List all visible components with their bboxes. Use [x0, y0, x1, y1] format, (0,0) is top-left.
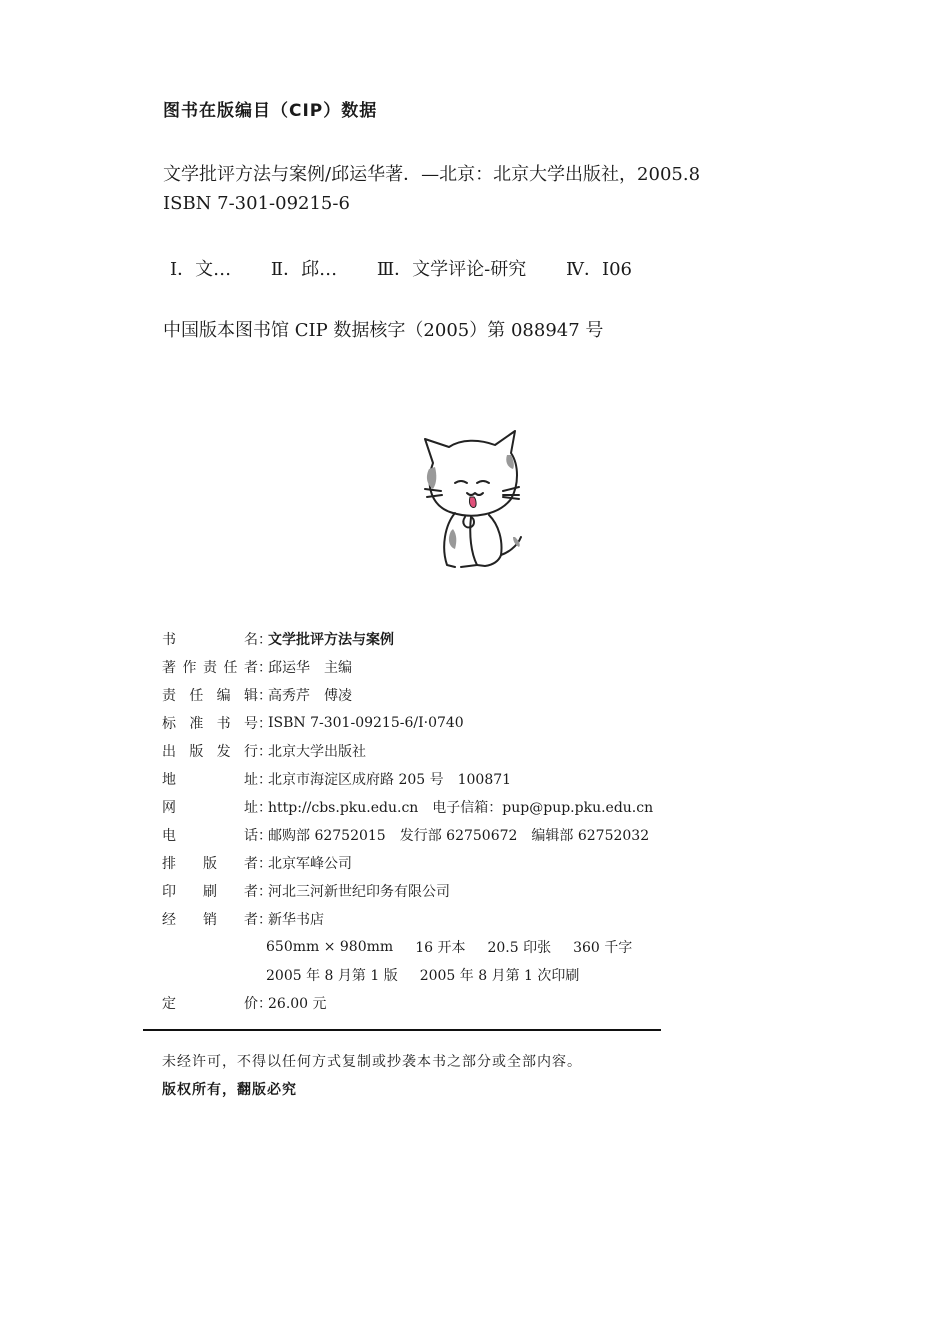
- book-title: 文学批评方法与案例: [268, 632, 394, 648]
- cip-description: 文学批评方法与案例/邱运华著．—北京：北京大学出版社，2005.8: [163, 164, 701, 185]
- isbn-value: ISBN 7-301-09215-6/I·0740: [268, 715, 464, 731]
- info-row-title: 书 名 ： 文学批评方法与案例: [162, 625, 653, 653]
- spec-format: 650mm × 980mm: [266, 939, 394, 955]
- cat-illustration: [415, 425, 530, 573]
- price-value: 26.00 元: [268, 996, 327, 1012]
- info-label: 书 名: [162, 632, 258, 648]
- spec-sheets: 20.5 印张: [487, 940, 552, 956]
- divider-rule: [143, 1029, 661, 1031]
- edition-first: 2005 年 8 月第 1 版: [266, 968, 398, 984]
- info-row-editor: 责 任 编 辑 ： 高秀芹 傅凌: [162, 681, 653, 709]
- address-value: 北京市海淀区成府路 205 号 100871: [268, 772, 512, 788]
- info-label: 责 任 编 辑: [162, 688, 258, 704]
- editor-value: 高秀芹 傅凌: [268, 688, 352, 704]
- info-row-isbn: 标 准 书 号 ： ISBN 7-301-09215-6/I·0740: [162, 715, 464, 732]
- spec-words: 360 千字: [573, 940, 633, 956]
- info-label: 地 址: [162, 772, 258, 788]
- publication-info: [162, 625, 653, 1017]
- info-row-phone: 电 话 ： 邮购部 62752015 发行部 62750672 编辑部 62752032: [162, 821, 653, 849]
- info-row-address: 地 址 ： 北京市海淀区成府路 205 号 100871: [162, 765, 653, 793]
- info-label: 电 话: [162, 828, 258, 844]
- info-row-edition: [162, 961, 653, 989]
- info-row-publisher: 出 版 发 行 ： 北京大学出版社: [162, 737, 653, 765]
- info-row-printer: 印 刷 者 ： 河北三河新世纪印务有限公司: [162, 877, 653, 905]
- info-label: 经 销 者: [162, 912, 258, 928]
- cip-isbn: ISBN 7-301-09215-6: [163, 193, 350, 214]
- info-label: 出 版 发 行: [162, 744, 258, 760]
- info-row-author: 著 作 责 任 者 ： 邱运华 主编: [162, 653, 653, 681]
- info-label: 网 址: [162, 800, 258, 816]
- printer-value: 河北三河新世纪印务有限公司: [268, 884, 450, 900]
- info-label: 定 价: [162, 996, 258, 1012]
- typesetter-value: 北京军峰公司: [268, 856, 352, 872]
- info-label: 印 刷 者: [162, 884, 258, 900]
- cip-index-item: Ⅱ．邱…: [270, 259, 338, 280]
- info-row-website: 网 址 ： http://cbs.pku.edu.cn 电子信箱：pup@pup.pku.edu.cn: [162, 793, 653, 821]
- cip-index-item: Ⅰ．文…: [170, 259, 232, 280]
- cip-index-item: Ⅳ．I06: [566, 259, 633, 280]
- cip-heading: 图书在版编目（CIP）数据: [163, 101, 378, 121]
- cip-data-number: 中国版本图书馆 CIP 数据核字（2005）第 088947 号: [163, 320, 604, 341]
- cip-index-terms: [170, 255, 666, 281]
- website-value: http://cbs.pku.edu.cn 电子信箱：pup@pup.pku.edu.cn: [268, 800, 654, 816]
- distributor-value: 新华书店: [268, 912, 324, 928]
- copyright-notice: 未经许可，不得以任何方式复制或抄袭本书之部分或全部内容。: [162, 1054, 582, 1070]
- info-row-price: 定 价 ： 26.00 元: [162, 989, 653, 1017]
- info-label: 标 准 书 号: [162, 716, 258, 732]
- info-label: 著 作 责 任 者: [162, 660, 258, 676]
- info-row-typesetter: 排 版 者 ： 北京军峰公司: [162, 849, 653, 877]
- publisher-value: 北京大学出版社: [268, 744, 366, 760]
- cip-index-item: Ⅲ．文学评论-研究: [376, 259, 527, 280]
- author-value: 邱运华 主编: [268, 660, 352, 676]
- spec-folio: 16 开本: [415, 940, 466, 956]
- printing-first: 2005 年 8 月第 1 次印刷: [419, 968, 580, 984]
- rights-reserved: 版权所有，翻版必究: [162, 1082, 297, 1098]
- info-row-distributor: 经 销 者 ： 新华书店: [162, 905, 653, 933]
- info-row-specs: [162, 933, 653, 961]
- info-label: 排 版 者: [162, 856, 258, 872]
- phone-value: 邮购部 62752015 发行部 62750672 编辑部 62752032: [268, 828, 650, 844]
